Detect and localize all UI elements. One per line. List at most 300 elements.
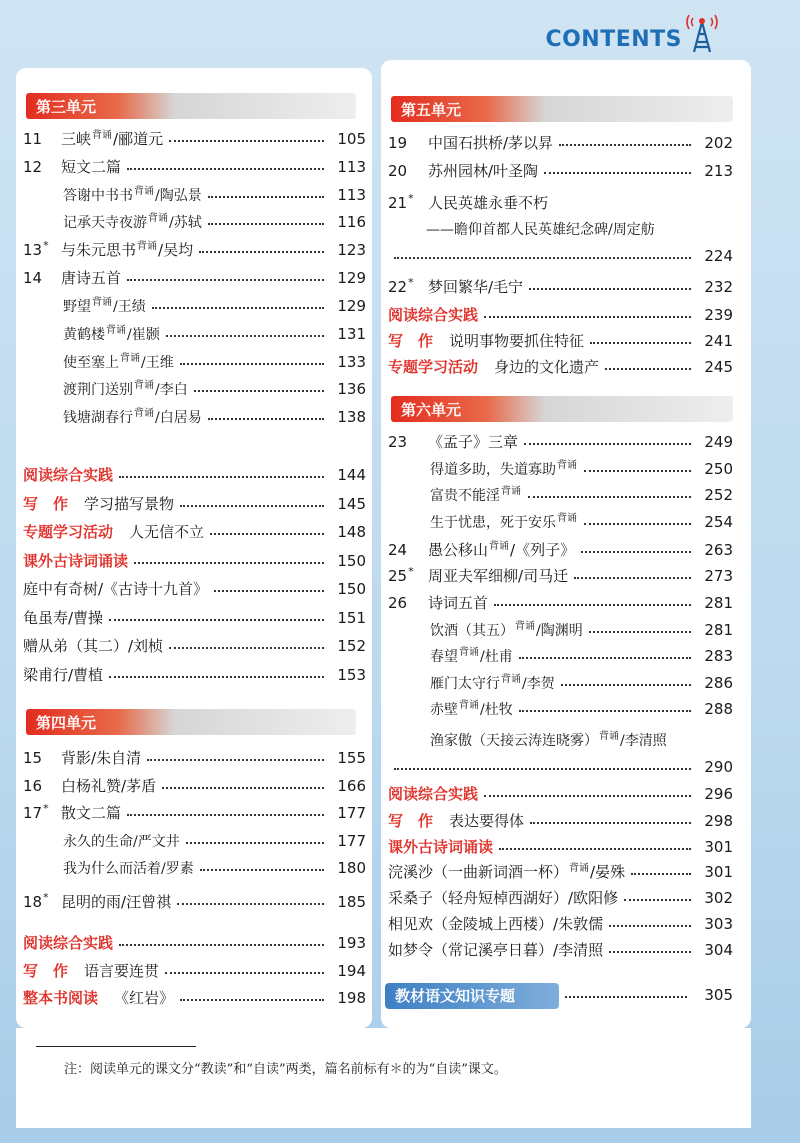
- lesson-title: 唐诗五首: [61, 269, 122, 288]
- section-row[interactable]: [23, 930, 366, 956]
- recite-tag: 背诵: [92, 297, 112, 308]
- entry-title: [23, 576, 208, 602]
- page-number: 113: [337, 157, 366, 176]
- section-row[interactable]: [388, 328, 733, 354]
- dot-leader: [584, 456, 691, 472]
- entry-title: [388, 354, 599, 380]
- sub-lesson-row[interactable]: [388, 670, 733, 696]
- self-study-star: *: [43, 891, 49, 904]
- continuation-row[interactable]: [388, 754, 733, 780]
- unit-3-header: [26, 93, 356, 119]
- lesson-title: 野望: [63, 299, 91, 315]
- dot-leader: [499, 834, 691, 850]
- dot-leader: [180, 349, 324, 365]
- recite-tag: 背诵: [134, 408, 154, 420]
- sub-lesson-row[interactable]: [23, 349, 366, 375]
- lesson-row[interactable]: [388, 537, 733, 563]
- footnote-area: [16, 1028, 751, 1128]
- dot-leader: [394, 754, 691, 770]
- dot-leader: [162, 773, 324, 789]
- recite-tag: 背诵: [459, 647, 479, 659]
- dot-leader: [484, 302, 691, 318]
- page-number: 180: [337, 859, 366, 877]
- entry-title: [428, 563, 568, 589]
- entry-title: [61, 265, 121, 291]
- page-number: 273: [704, 567, 733, 586]
- lesson-title: 得道多助，失道寡助: [430, 461, 556, 478]
- entry-title: [388, 834, 493, 860]
- lesson-author: /崔颢: [127, 326, 160, 343]
- lesson-author: /李清照: [620, 733, 667, 749]
- entry-title: [61, 154, 121, 180]
- dot-leader: [127, 800, 324, 816]
- dot-leader: [214, 576, 324, 592]
- recite-tag: 背诵: [501, 486, 521, 498]
- page-number: 148: [337, 523, 366, 541]
- page-number: 129: [337, 269, 366, 288]
- unit-6-header: [391, 396, 733, 422]
- dot-leader: [589, 617, 691, 633]
- sub-lesson-row[interactable]: [23, 404, 366, 430]
- unit-title: 第五单元: [401, 101, 462, 119]
- page-number: 198: [337, 989, 366, 1007]
- entry-title: [63, 349, 174, 378]
- lesson-number: 12: [23, 157, 43, 176]
- page-number: 138: [337, 408, 366, 427]
- lesson-title: 永久的生命: [63, 833, 133, 850]
- footnote-divider: [36, 1046, 196, 1047]
- dot-leader: [530, 808, 691, 824]
- section-row[interactable]: [23, 462, 366, 488]
- sub-lesson-row[interactable]: [388, 456, 733, 482]
- entry-title: [23, 633, 163, 659]
- section-row[interactable]: [23, 958, 366, 984]
- dot-leader: [194, 376, 324, 392]
- lesson-author: /陶渊明: [536, 622, 583, 639]
- lesson-number: 22*: [388, 276, 414, 296]
- knowledge-topic-label[interactable]: 教材语文知识专题: [385, 983, 559, 1009]
- dot-leader: [605, 354, 691, 370]
- self-study-star: *: [408, 192, 414, 205]
- entry-title: [430, 617, 583, 646]
- page-number: 166: [337, 776, 366, 795]
- lesson-title: 三峡: [61, 130, 92, 148]
- entry-title: [63, 182, 202, 211]
- page-number: 123: [337, 241, 366, 260]
- entry-title: [388, 885, 618, 911]
- lesson-author: /郦道元: [113, 130, 164, 148]
- sub-lesson-row[interactable]: [388, 617, 733, 643]
- section-label: 专题学习活动: [388, 358, 479, 376]
- sub-lesson-row[interactable]: [388, 482, 733, 508]
- lesson-title: 与朱元思书: [61, 241, 137, 260]
- self-study-star: *: [408, 565, 414, 579]
- section-row[interactable]: [388, 302, 733, 328]
- dot-leader: [180, 985, 324, 1001]
- lesson-author: /司马迁: [518, 567, 569, 586]
- dot-leader: [529, 274, 691, 290]
- lesson-row[interactable]: [388, 158, 733, 184]
- lesson-author: /汪曾祺: [121, 893, 172, 911]
- page-number: 185: [337, 893, 366, 911]
- lesson-number: 15: [23, 749, 43, 767]
- lesson-title: 《孟子》三章: [428, 433, 519, 451]
- poem-row[interactable]: [23, 605, 366, 631]
- recite-tag: 背诵: [515, 620, 535, 632]
- page-number: 133: [337, 352, 366, 371]
- page-number: 213: [704, 161, 733, 180]
- page-number: 286: [704, 673, 733, 692]
- recite-tag: 背诵: [557, 512, 577, 524]
- lesson-row[interactable]: [388, 190, 733, 216]
- page-number: 150: [337, 580, 366, 598]
- sub-lesson-row[interactable]: [23, 182, 366, 208]
- page-number: 245: [704, 358, 733, 376]
- lesson-row[interactable]: [388, 563, 733, 589]
- lesson-title: 雁门太守行: [430, 675, 500, 692]
- page-number: 151: [337, 608, 366, 627]
- section-row[interactable]: [388, 354, 733, 380]
- lesson-number: 24: [388, 540, 408, 559]
- dot-leader: [519, 643, 691, 659]
- lesson-author: /李贺: [522, 675, 555, 692]
- lesson-author: /《列子》: [510, 540, 576, 559]
- entry-title: [61, 889, 171, 915]
- recite-tag: 背诵: [569, 863, 590, 874]
- entry-title: [23, 930, 113, 956]
- dot-leader: [394, 243, 691, 259]
- entry-title: [63, 828, 180, 855]
- lesson-title: 中国石拱桥/茅以昇: [428, 134, 554, 152]
- page-number: 302: [704, 889, 733, 907]
- entry-title: [23, 548, 128, 574]
- section-title: 身边的文化遗产: [494, 358, 600, 376]
- dot-leader: [208, 404, 324, 420]
- lesson-author: /茅盾: [121, 776, 157, 795]
- section-label: 课外古诗词诵读: [23, 551, 129, 570]
- section-title: 说明事物要抓住特征: [449, 332, 585, 350]
- lesson-title: 愚公移山: [428, 540, 489, 559]
- section-row[interactable]: [23, 548, 366, 574]
- lesson-number: 21*: [388, 192, 414, 212]
- section-title: 学习描写景物: [84, 494, 175, 513]
- lesson-row[interactable]: [23, 126, 366, 152]
- self-study-star: *: [43, 802, 49, 815]
- entry-title: [23, 605, 103, 631]
- dot-leader: [147, 745, 324, 761]
- page-number: 254: [704, 512, 733, 531]
- page-number: 232: [704, 278, 733, 296]
- poem-row[interactable]: [388, 937, 733, 963]
- dot-leader: [528, 482, 691, 498]
- section-row[interactable]: [388, 808, 733, 834]
- sub-lesson-row[interactable]: [23, 321, 366, 347]
- lesson-author: /白居易: [155, 410, 202, 427]
- page-number: 194: [337, 961, 366, 980]
- dot-leader: [561, 670, 691, 686]
- entry-title: [61, 237, 193, 266]
- poem-row[interactable]: [388, 885, 733, 911]
- entry-title: [61, 126, 163, 155]
- entry-title: [23, 519, 204, 545]
- page-number: 116: [337, 213, 366, 232]
- dot-leader: [581, 537, 691, 553]
- entry-title: [63, 321, 160, 350]
- self-study-star: *: [408, 276, 414, 289]
- page-number: 153: [337, 665, 366, 684]
- dot-leader: [152, 293, 324, 309]
- lesson-number: 14: [23, 269, 43, 288]
- page-number: 239: [704, 306, 733, 324]
- dot-leader: [210, 519, 324, 535]
- self-study-star: *: [43, 239, 49, 253]
- page-number: 303: [704, 915, 733, 933]
- section-label: 写 作: [23, 961, 69, 980]
- section-label: 阅读综合实践: [23, 934, 114, 952]
- section-label: 阅读综合实践: [23, 466, 114, 484]
- page-number: 145: [337, 494, 366, 513]
- knowledge-row[interactable]: [565, 982, 733, 1008]
- entry-title: [388, 781, 478, 807]
- section-label: 写 作: [388, 332, 434, 350]
- dot-leader: [127, 154, 324, 170]
- recite-tag: 背诵: [92, 130, 113, 141]
- poem-title: 梁甫行/曹植: [23, 665, 104, 684]
- dot-leader: [166, 321, 324, 337]
- lesson-number: 19: [388, 134, 408, 152]
- dot-leader: [109, 662, 324, 678]
- lesson-author: /李白: [155, 382, 188, 399]
- page-number: 252: [704, 486, 733, 505]
- lesson-title: 渔家傲（天接云涛连晓雾）: [430, 733, 598, 749]
- lesson-author: /朱自清: [91, 749, 142, 767]
- dot-leader: [565, 982, 687, 998]
- page-number: 281: [704, 594, 733, 612]
- lesson-number: 17*: [23, 802, 49, 822]
- entry-title: [430, 456, 578, 485]
- lesson-row[interactable]: [23, 800, 366, 826]
- entry-title: [23, 491, 174, 517]
- radio-tower-icon: [684, 14, 720, 54]
- dot-leader: [199, 237, 324, 253]
- section-row[interactable]: [23, 491, 366, 517]
- page-number: 202: [704, 134, 733, 152]
- dot-leader: [127, 265, 324, 281]
- page-number: 155: [337, 749, 366, 767]
- sub-lesson-row[interactable]: [23, 828, 366, 854]
- recite-tag: 背诵: [106, 324, 126, 336]
- entry-title: [23, 462, 113, 488]
- lesson-row[interactable]: [388, 429, 733, 455]
- lesson-author: /苏轼: [169, 215, 202, 232]
- page-number: 298: [704, 811, 733, 830]
- unit-title: 第三单元: [36, 98, 97, 116]
- section-label: 阅读综合实践: [388, 785, 479, 803]
- entry-title: [23, 662, 103, 688]
- entry-title: [388, 911, 603, 937]
- section-row[interactable]: [388, 834, 733, 860]
- poem-title: 采桑子（轻舟短棹西湖好）: [388, 889, 569, 907]
- lesson-number: 11: [23, 130, 43, 148]
- lesson-title: 白杨礼赞: [61, 776, 122, 795]
- poem-title: 庭中有奇树/《古诗十九首》: [23, 580, 209, 598]
- recite-tag: 背诵: [501, 673, 521, 685]
- entry-title: [430, 509, 578, 538]
- lesson-title: 诗词五首: [428, 594, 489, 612]
- lesson-author: /杜牧: [480, 702, 513, 719]
- entry-title: [430, 670, 555, 699]
- entry-title: [63, 209, 202, 238]
- poem-author: /欧阳修: [568, 889, 619, 907]
- dot-leader: [169, 126, 324, 142]
- page-number: 129: [337, 297, 366, 315]
- lesson-title: 昆明的雨: [61, 893, 122, 911]
- section-label: 阅读综合实践: [388, 306, 479, 324]
- lesson-number: 23: [388, 433, 408, 451]
- page-number: 301: [704, 863, 733, 881]
- lesson-row[interactable]: [23, 265, 366, 291]
- lesson-row[interactable]: [388, 590, 733, 616]
- unit-title: 第四单元: [36, 714, 97, 732]
- page-number: 136: [337, 380, 366, 399]
- section-label: 写 作: [23, 494, 69, 513]
- page-number: 249: [704, 433, 733, 451]
- lesson-row[interactable]: [23, 773, 366, 799]
- lesson-row[interactable]: [23, 154, 366, 180]
- page-number: 105: [337, 130, 366, 148]
- contents-heading: CONTENTS: [545, 27, 682, 52]
- lesson-title: 赤壁: [430, 702, 458, 719]
- entry-title: [63, 855, 194, 882]
- dot-leader: [544, 158, 691, 174]
- entry-title: [61, 745, 141, 771]
- sub-lesson-row[interactable]: [23, 209, 366, 235]
- continuation-row[interactable]: [388, 243, 733, 269]
- lesson-author: /严文井: [133, 833, 180, 850]
- dot-leader: [609, 937, 691, 953]
- dot-leader: [119, 930, 324, 946]
- lesson-title: 使至塞上: [63, 354, 119, 371]
- page-number: 224: [704, 247, 733, 265]
- sub-lesson-row[interactable]: [23, 855, 366, 881]
- sub-lesson-row[interactable]: [23, 376, 366, 402]
- poem-row[interactable]: [388, 859, 733, 885]
- poem-author: /朱敦儒: [553, 915, 604, 933]
- entry-title: [388, 937, 603, 963]
- page-number: 304: [704, 941, 733, 959]
- recite-tag: 背诵: [148, 213, 168, 225]
- page-number: 290: [704, 758, 733, 776]
- lesson-row[interactable]: [388, 130, 733, 156]
- sub-lesson-row[interactable]: [388, 509, 733, 535]
- lesson-row[interactable]: [23, 745, 366, 771]
- section-label: 写 作: [388, 811, 434, 830]
- entry-title: [428, 537, 575, 566]
- recite-tag: 背诵: [134, 380, 154, 392]
- entry-title: [63, 293, 146, 322]
- lesson-title: 散文二篇: [61, 804, 122, 822]
- recite-tag: 背诵: [134, 185, 154, 197]
- dot-leader: [590, 328, 691, 344]
- lesson-row[interactable]: [23, 889, 366, 915]
- poem-title: 龟虽寿/曹操: [23, 608, 104, 627]
- entry-title: [61, 773, 156, 799]
- page-number: 177: [337, 831, 366, 850]
- dot-leader: [624, 885, 691, 901]
- lesson-row[interactable]: [23, 237, 366, 263]
- lesson-title: 苏州园林/叶圣陶: [428, 161, 539, 180]
- section-label: 专题学习活动: [23, 523, 114, 541]
- sub-lesson-row[interactable]: [388, 643, 733, 669]
- dot-leader: [574, 563, 691, 579]
- page-number: 283: [704, 647, 733, 666]
- sub-lesson-row[interactable]: [388, 696, 733, 722]
- lesson-number: 26: [388, 594, 408, 612]
- page-number: 150: [337, 551, 366, 570]
- dot-leader: [494, 590, 691, 606]
- entry-title: [430, 643, 513, 672]
- entry-title: [63, 376, 188, 405]
- lesson-author: /王维: [141, 354, 174, 371]
- dot-leader: [519, 696, 691, 712]
- entry-title: [430, 482, 522, 511]
- section-title: 表达要得体: [449, 811, 525, 830]
- lesson-subtitle: [426, 216, 655, 242]
- dot-leader: [177, 889, 324, 905]
- poem-title: 赠从弟（其二）/刘桢: [23, 637, 164, 655]
- dot-leader: [200, 855, 324, 871]
- dot-leader: [119, 462, 324, 478]
- sub-lesson-row: [430, 727, 667, 753]
- recite-tag: 背诵: [459, 700, 479, 712]
- page-number: 131: [337, 324, 366, 343]
- page-number: 193: [337, 934, 366, 952]
- dot-leader: [208, 182, 324, 198]
- lesson-row[interactable]: [388, 274, 733, 300]
- poem-row[interactable]: [23, 633, 366, 659]
- dot-leader: [208, 209, 324, 225]
- recite-tag: 背诵: [120, 352, 140, 364]
- dot-leader: [169, 633, 324, 649]
- page-number: 288: [704, 700, 733, 719]
- page-number: 113: [337, 185, 366, 204]
- sub-lesson-row[interactable]: [23, 293, 366, 319]
- lesson-title: 记承天寺夜游: [63, 215, 147, 232]
- entry-title: [428, 158, 538, 184]
- lesson-title: 富贵不能淫: [430, 488, 500, 505]
- entry-title: [428, 130, 553, 156]
- recite-tag: 背诵: [557, 459, 577, 471]
- section-row[interactable]: [388, 781, 733, 807]
- page-number: 250: [704, 459, 733, 478]
- entry-title: [388, 328, 584, 354]
- section-row[interactable]: [23, 519, 366, 545]
- section-row[interactable]: [23, 985, 366, 1011]
- poem-row[interactable]: [23, 576, 366, 602]
- lesson-title: 人民英雄永垂不朽: [428, 194, 549, 212]
- lesson-author: /陶弘景: [155, 187, 202, 204]
- dot-leader: [165, 958, 324, 974]
- lesson-number: 20: [388, 161, 408, 180]
- lesson-title: 短文二篇: [61, 157, 122, 176]
- lesson-number: 18*: [23, 891, 49, 911]
- poem-row[interactable]: [388, 911, 733, 937]
- poem-title: 相见欢（金陵城上西楼）: [388, 915, 554, 933]
- entry-title: [61, 800, 121, 826]
- poem-row[interactable]: [23, 662, 366, 688]
- lesson-author: /王绩: [113, 299, 146, 315]
- entry-title: [23, 985, 174, 1011]
